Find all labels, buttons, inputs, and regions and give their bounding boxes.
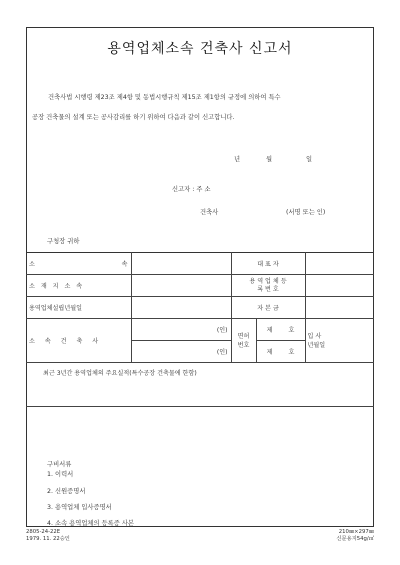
license-no-1[interactable]: 제 호	[256, 319, 305, 341]
join-date-label: 입 사 년월일	[305, 319, 374, 363]
date-day: 일	[306, 156, 313, 163]
form-code: 2805-24-22E 1979. 11. 22승인	[26, 529, 70, 542]
establishment-date-value[interactable]	[131, 297, 231, 319]
capital-label: 자 본 금	[231, 297, 305, 319]
license-no-2[interactable]: 제 호	[256, 341, 305, 363]
document-item: 3. 용역업체 입사증명서	[47, 504, 112, 511]
affiliated-architect-label: 소 속 건 축 사	[26, 319, 131, 363]
documents-heading: 구비서류	[47, 461, 72, 468]
document-item: 2. 신원증명서	[47, 488, 86, 495]
intro-text-line2: 공장 건축물의 설계 또는 공사감리를 하기 위하여 다음과 같이 신고합니다.	[32, 114, 235, 121]
registration-no-label: 용 역 업 체 등 록 번 호	[231, 275, 305, 297]
performance-label: 최근 3년간 용역업체의 주요실적(특수공장 건축물에 한함)	[26, 363, 374, 407]
architect-label: 건축사	[200, 209, 219, 216]
registration-no-value[interactable]	[305, 275, 374, 297]
info-table	[26, 252, 374, 407]
capital-value[interactable]	[305, 297, 374, 319]
paper-spec: 210㎜×297㎜ 신문용지54g/㎡	[336, 529, 374, 542]
table-row	[26, 363, 374, 407]
representative-value[interactable]	[305, 253, 374, 275]
form-title: 용역업체소속 건축사 신고서	[107, 41, 293, 57]
date-month: 월	[266, 156, 273, 163]
document-item: 1. 이력서	[47, 471, 74, 478]
intro-text-line1: 건축사법 시행령 제23조 제4항 및 동법시행규칙 제15조 제1항의 규정에 의하여 특수	[48, 94, 281, 101]
location-value[interactable]	[131, 275, 231, 297]
table-row	[26, 319, 374, 341]
seal-mark-2: (인)	[131, 341, 231, 363]
license-no-label: 면허 번호	[231, 319, 256, 363]
affiliation-value[interactable]	[131, 253, 231, 275]
reporter-address-label: 신고자 : 주 소	[172, 186, 211, 193]
seal-mark-1: (인)	[131, 319, 231, 341]
location-label: 소 재 지 소 속	[26, 275, 131, 297]
table-row	[26, 297, 374, 319]
signature-label: (서명 또는 인)	[286, 209, 326, 216]
document-item: 4. 소속 용역업체의 등록증 사본	[47, 520, 135, 527]
affiliation-label: 소 속	[26, 253, 131, 275]
date-year: 년	[234, 156, 241, 163]
establishment-date-label: 용역업체설립년월일	[26, 297, 131, 319]
table-row	[26, 275, 374, 297]
table-row	[26, 253, 374, 275]
representative-label: 대 표 자	[231, 253, 305, 275]
recipient-label: 구청장 귀하	[47, 238, 80, 245]
